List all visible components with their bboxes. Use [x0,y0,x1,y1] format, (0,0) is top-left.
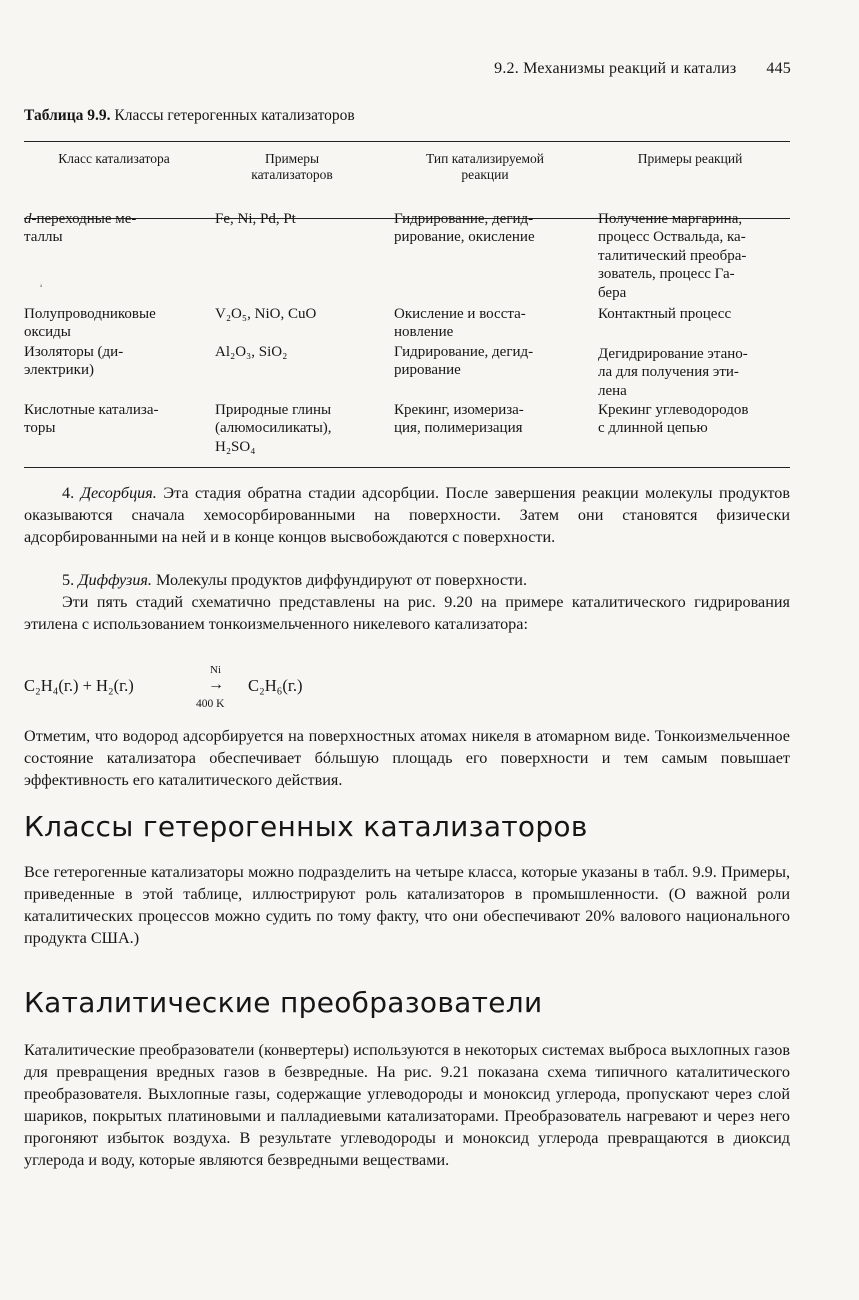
term-diffusion: Диффузия. [78,571,152,589]
table-header-type: Тип катализируемой реакции [425,151,545,182]
table-row-3-class: Изоляторы (ди- электрики) [24,344,124,379]
equation-arrow: → [208,676,224,693]
table-row-3-type: Гидрирование, дегид- рирование [394,344,534,379]
heading-heterogeneous-catalyst-classes: Классы гетерогенных катализаторов [24,810,588,843]
paragraph-catalytic-converters: Каталитические преобразователи (конвертеры) используются в некоторых системах выброса выхлопных газов для превращения вредных газов в безвредные. На рис. 9.21 показана схема типичного каталитического преобразователя. Выхлопные газы, содержащие углеводороды и моноксид углерода, пропускают через слой шариков, покрытых платиновыми и палладиевыми катализаторами. Преобразователь нагревают и через него прогоняют избыток воздуха. В результате углеводороды и моноксид углерода превращаются в диоксид углерода и воду, которые являются безвредными веществами. [24,1041,790,1169]
table-header-examples: Примеры катализаторов [251,151,333,182]
table-row-3-examples: Al₂O₃, SiO₂ [215,344,288,360]
running-head-section: 9.2. Механизмы реакций и катализ [494,60,737,77]
table-row-4-reactions: Крекинг углеводородов с длинной цепью [598,402,749,437]
paragraph-hydrogen-adsorption: Отметим, что водород адсорбируется на поверхностных атомах никеля в атомарном виде. Тонкоизмельченное состояние катализатора обеспечивает бóльшую площадь его поверхности и тем самым повышает эффективность его каталитического действия. [24,727,790,789]
d-prefix: d [24,211,32,227]
table-caption [24,107,355,125]
heading-catalytic-converters: Каталитические преобразователи [24,986,543,1019]
equation-reactants: C₂H₄(г.) + H₂(г.) [24,676,134,695]
equation-catalyst: Ni [210,664,221,676]
list-number-4: 4. [62,484,81,502]
table-header-class: Класс катализатора [58,151,170,166]
equation-products: C₂H₆(г.) [248,676,303,695]
table-row-2-reactions: Контактный процесс [598,306,732,322]
table-row-1-type: Гидрирование, дегид- рирование, окисление [394,211,535,246]
term-desorption: Десорбция. [80,484,157,502]
table-caption-text: Классы гетерогенных катализаторов [114,107,355,124]
paragraph-five-stages: Эти пять стадий схематично представлены на рис. 9.20 на примере каталитического гидрирования этилена с использованием тонкоизмельченного никелевого катализатора: [24,593,790,633]
table-row-1-class-text: -переходные ме- таллы [24,211,137,246]
reaction-equation [24,664,424,714]
table-row-2-examples: V₂O₅, NiO, CuO [215,306,317,322]
paragraph-diffusion [24,569,790,591]
table-header-reactions: Примеры реакций [637,151,743,166]
list-number-5: 5. [62,571,79,589]
paragraph-desorption [24,482,790,548]
table-bottom-rule [24,467,790,468]
table-top-rule [24,141,790,142]
table-row-4-class: Кислотные катализа- торы [24,402,159,437]
paragraph-four-classes: Все гетерогенные катализаторы можно подразделить на четыре класса, которые указаны в табл. 9.9. Примеры, приведенные в этой таблице, иллюстрируют роль катализаторов в промышленности. (О важной роли каталитических процессов можно судить по тому факту, что они обеспечивают 20% валового национального продукта США.) [24,863,790,947]
desorption-text: Эта стадия обратна стадии адсорбции. После завершения реакции молекулы продуктов оказываются сначала хемосорбированными на поверхности. Затем они становятся физически адсорбированными на ней и в конце концов высвобождаются с поверхности. [24,484,790,546]
table-row-4-type: Крекинг, изомериза- ция, полимеризация [394,402,524,437]
table-row-1-class [24,210,136,247]
table-caption-label: Таблица 9.9. [24,107,111,124]
table-row-1-examples: Fe, Ni, Pd, Pt [215,211,296,227]
running-head [494,60,791,78]
page-number: 445 [766,60,791,77]
table-row-4-examples: Природные глины (алюмосиликаты), H₂SO₄ [215,402,332,455]
table-row-3-reactions: Дегидрирование этано- ла для получения эти- лена [598,346,748,399]
table-row-1-reactions: Получение маргарина, процесс Оствальда, ка- талитический преобра- зователь, процесс Га- бера [598,211,747,301]
equation-temperature: 400 K [196,698,225,710]
diffusion-text: Молекулы продуктов диффундируют от поверхности. [151,571,528,589]
table-row-2-class: Полупроводниковые оксиды [24,306,156,341]
stray-mark: ᵃ [40,282,43,291]
table-row-2-type: Окисление и восста- новление [394,306,526,341]
